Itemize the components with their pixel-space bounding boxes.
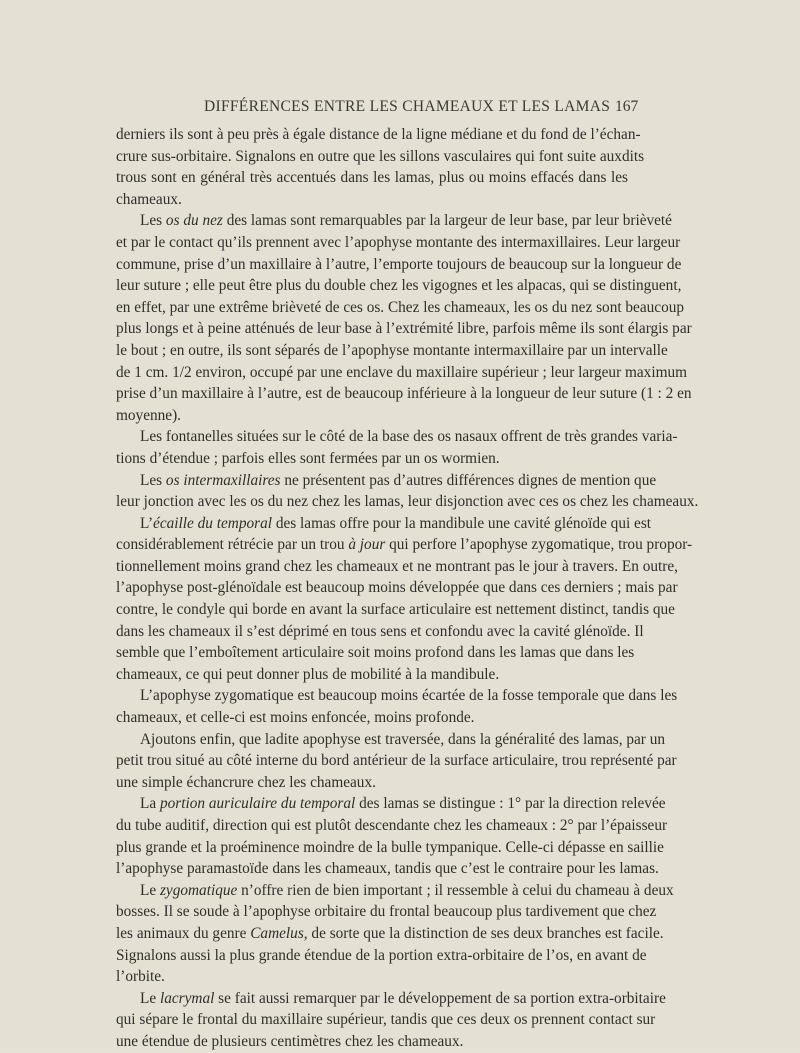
text-line: Le lacrymal se fait aussi remarquer par le développement de sa portion extra-orbitaire [140,989,666,1007]
text-line: petit trou situé au côté interne du bord antérieur de la surface articulaire, trou représenté par [116,752,677,770]
text-line: moyenne). [116,406,181,424]
text-line: derniers ils sont à peu près à égale distance de la ligne médiane et du fond de l’échan- [116,126,641,143]
text-line: du tube auditif, direction qui est plutôt descendante chez les chameaux : 2° par l’épaisseur [116,817,668,834]
text-line: de 1 cm. 1/2 environ, occupé par une enclave du maxillaire supérieur ; leur largeur maximum [116,363,688,381]
text-line: bosses. Il se soude à l’apophyse orbitaire du frontal beaucoup plus tardivement que chez [116,903,657,921]
text-line: Les os du nez des lamas sont remarquables par la largeur de leur base, par leur brièveté [140,212,672,230]
text-line: La portion auriculaire du temporal des lamas se distingue : 1° par la direction relevée [140,795,666,813]
text-line: tionnellement moins grand chez les chameaux et ne montrant pas le jour à travers. En outre, [116,557,678,575]
text-line: chameaux, et celle-ci est moins enfoncée, moins profonde. [116,709,475,727]
text-line: l’orbite. [116,968,165,986]
running-title: DIFFÉRENCES ENTRE LES CHAMEAUX ET LES LAMAS [204,98,611,115]
text-line: tions d’étendue ; parfois elles sont fermées par un os wormien. [116,449,500,467]
text-line: Le zygomatique n’offre rien de bien important ; il ressemble à celui du chameau à deux [140,881,674,899]
text-line: chameaux, ce qui peut donner plus de mobilité à la mandibule. [116,665,500,683]
text-line: crure sus-orbitaire. Signalons en outre que les sillons vasculaires qui font suite auxdits [116,147,645,165]
text-line: considérablement rétrécie par un trou à jour qui perfore l’apophyse zygomatique, trou propor- [116,536,693,554]
text-line: le bout ; en outre, ils sont séparés de l’apophyse montante intermaxillaire par un intervalle [116,341,668,359]
text-line: dans les chameaux il s’est déprimé en tous sens et confondu avec la cavité glénoïde. Il [116,622,644,640]
text-line: qui sépare le frontal du maxillaire supérieur, tandis que ces deux os prennent contact sur [116,1011,656,1029]
text-line: trous sont en général très accentués dans les lamas, plus ou moins effacés dans les [116,169,628,187]
text-line: commune, prise d’un maxillaire à l’autre, l’emporte toujours de beaucoup sur la longueur de [116,255,682,273]
text-line: l’apophyse paramastoïde dans les chameaux, tandis que c’est le contraire pour les lamas. [116,860,659,878]
page-number: 167 [615,98,639,115]
text-line: une simple échancrure chez les chameaux. [116,773,376,791]
text-line: chameaux. [116,190,182,208]
body-text [116,124,699,1053]
text-line: plus longs et à peine atténués de leur base à l’extrémité libre, parfois même ils sont élargis par [116,320,692,338]
text-line: L’apophyse zygomatique est beaucoup moins écartée de la fosse temporale que dans les [140,687,678,705]
text-line: Les os intermaxillaires ne présentent pas d’autres différences dignes de mention que [140,471,657,489]
text-line: L’écaille du temporal des lamas offre pour la mandibule une cavité glénoïde qui est [140,514,652,532]
text-line: les animaux du genre Camelus, de sorte que la distinction de ses deux branches est facile. [116,924,664,942]
text-line: contre, le condyle qui borde en avant la surface articulaire est nettement distinct, tandis que [116,601,675,619]
page-header [0,98,800,120]
text-line: une étendue de plusieurs centimètres chez les chameaux. [116,1032,464,1050]
text-line: leur suture ; elle peut être plus du double chez les vigognes et les alpacas, qui se distinguent, [116,277,682,295]
text-line: Signalons aussi la plus grande étendue de la portion extra-orbitaire de l’os, en avant de [116,946,647,964]
text-line: l’apophyse post-glénoïdale est beaucoup moins développée que dans ces derniers ; mais par [116,579,678,597]
text-line: semble que l’emboîtement articulaire soit moins profond dans les lamas que dans les [116,644,635,662]
text-line: Les fontanelles situées sur le côté de la base des os nasaux offrent de très grandes varia- [140,428,678,446]
text-line: prise d’un maxillaire à l’autre, est de beaucoup inférieure à la longueur de leur suture (1 : 2 en [116,385,692,403]
text-line: plus grande et la proéminence moindre de la bulle tympanique. Celle-ci dépasse en saillie [116,838,664,856]
text-line: en effet, par une extrême brièveté de ces os. Chez les chameaux, les os du nez sont beaucoup [116,298,685,316]
text-line: et par le contact qu’ils prennent avec l’apophyse montante des intermaxillaires. Leur largeur [116,233,681,251]
text-line: leur jonction avec les os du nez chez les lamas, leur disjonction avec ces os chez les chameaux. [116,493,699,511]
text-line: Ajoutons enfin, que ladite apophyse est traversée, dans la généralité des lamas, par un [140,730,666,748]
